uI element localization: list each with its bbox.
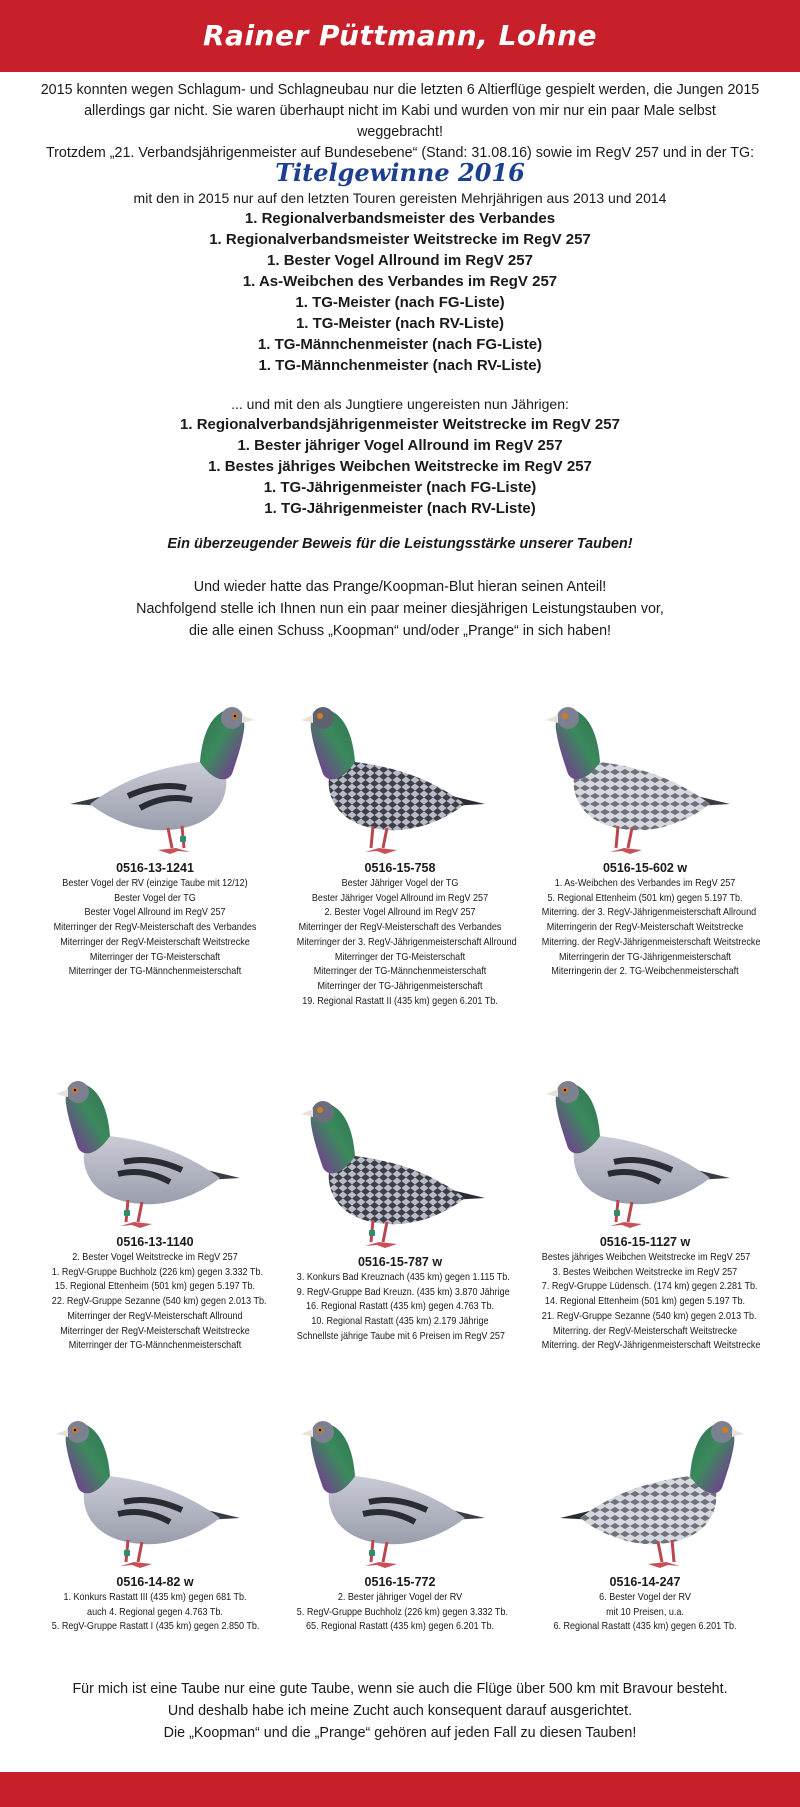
title-line: 1. TG-Meister (nach FG-Liste) bbox=[295, 294, 505, 311]
ring-number: 0516-13-1140 bbox=[116, 1235, 194, 1249]
achievement-line: 2. Bester Vogel Allround im RegV 257 bbox=[324, 906, 476, 919]
closing-line: Für mich ist eine Taube nur eine gute Taube, wenn sie auch die Flüge über 500 km mit Bravour besteht. bbox=[72, 1681, 728, 1697]
ring-number: 0516-14-247 bbox=[609, 1575, 681, 1589]
achievement-line: Miterring. der 3. RegV-Jährigenmeisterschaft Allround bbox=[541, 906, 757, 919]
title-line: 1. TG-Männchenmeister (nach RV-Liste) bbox=[258, 357, 542, 374]
achievement-line: Bester Vogel Allround im RegV 257 bbox=[84, 906, 226, 919]
titles-young-subheading: ... und mit den als Jungtiere ungereisten nun Jährigen: bbox=[231, 396, 569, 412]
ring-number: 0516-13-1241 bbox=[116, 861, 194, 875]
ring-number: 0516-15-758 bbox=[364, 861, 436, 875]
slogan: Ein überzeugender Beweis für die Leistungsstärke unserer Tauben! bbox=[167, 536, 633, 552]
intro-line: allerdings gar nicht. Sie waren überhaupt nicht im Kabi und wurden von mir nur ein paar Male selbst weggebracht! bbox=[84, 103, 716, 140]
title-line: 1. TG-Jährigenmeister (nach RV-Liste) bbox=[264, 500, 536, 517]
pigeon-card bbox=[525, 1384, 765, 1634]
pigeon-card bbox=[525, 1048, 765, 1353]
achievement-line: 1. Konkurs Rastatt III (435 km) gegen 681 Tb. bbox=[63, 1591, 247, 1603]
achievement-line: Miterring. der RegV-Meisterschaft Weitstrecke bbox=[552, 1324, 738, 1337]
closing-text bbox=[0, 1678, 800, 1744]
achievement-line: Miterringer der TG-Männchenmeisterschaft bbox=[313, 965, 487, 978]
pigeon-card bbox=[280, 1074, 520, 1344]
ring-number: 0516-15-1127 w bbox=[599, 1235, 691, 1249]
ring-number: 0516-15-772 bbox=[364, 1575, 436, 1589]
achievement-line: 2. Bester jähriger Vogel der RV bbox=[337, 1591, 463, 1603]
achievement-line: 1. RegV-Gruppe Buchholz (226 km) gegen 3.332 Tb. bbox=[51, 1265, 263, 1278]
achievement-line: Bester Vogel der TG bbox=[114, 891, 196, 904]
achievement-line: Miterringerin der 2. TG-Weibchenmeisterschaft bbox=[551, 965, 739, 978]
achievement-line: 15. Regional Ettenheim (501 km) gegen 5.197 Tb. bbox=[54, 1280, 256, 1293]
title-line: 1. As-Weibchen des Verbandes im RegV 257 bbox=[242, 273, 558, 290]
title-line: 1. Regionalverbandsjährigenmeister Weitstrecke im RegV 257 bbox=[180, 416, 620, 433]
intro-line: 2015 konnten wegen Schlagum- und Schlagneubau nur die letzten 6 Altierflüge gespielt werden, die Jungen 2015 bbox=[40, 82, 760, 98]
pigeon-card bbox=[35, 1384, 275, 1634]
title-line: 1. TG-Meister (nach RV-Liste) bbox=[295, 315, 505, 332]
pigeon-image bbox=[295, 696, 505, 860]
page-title: Rainer Püttmann, Lohne bbox=[202, 19, 598, 52]
title-line: 1. Bester Vogel Allround im RegV 257 bbox=[267, 252, 533, 269]
achievement-line: Bester Jähriger Vogel Allround im RegV 257 bbox=[311, 891, 489, 904]
achievement-line: Miterringer der TG-Meisterschaft bbox=[334, 950, 466, 963]
achievement-line: Miterringer der TG-Jährigenmeisterschaft bbox=[317, 979, 483, 992]
pigeon-image bbox=[295, 1384, 505, 1574]
achievement-line: Miterringer der RegV-Meisterschaft des Verbandes bbox=[53, 921, 257, 934]
achievement-line: Miterringer der 3. RegV-Jährigenmeisterschaft Allround bbox=[296, 935, 517, 948]
achievement-line: Bester Vogel der RV (einzige Taube mit 12/12) bbox=[62, 877, 248, 889]
achievement-line: 10. Regional Rastatt (435 km) 2.179 Jährige bbox=[311, 1315, 489, 1328]
achievement-line: Miterringer der TG-Meisterschaft bbox=[89, 950, 221, 963]
achievement-line: Miterring. der RegV-Jährigenmeisterschaft Weitstrecke bbox=[541, 1339, 761, 1352]
achievement-line: 19. Regional Rastatt II (435 km) gegen 6.201 Tb. bbox=[302, 994, 498, 1007]
titles-old-block bbox=[0, 188, 800, 376]
achievement-line: 21. RegV-Gruppe Sezanne (540 km) gegen 2.013 Tb. bbox=[541, 1309, 757, 1322]
achievement-line: Miterring. der RegV-Jährigenmeisterschaft Weitstrecke bbox=[541, 935, 761, 948]
ring-number: 0516-15-602 w bbox=[602, 861, 688, 875]
achievement-line: 14. Regional Ettenheim (501 km) gegen 5.197 Tb. bbox=[544, 1295, 746, 1308]
achievement-line: 22. RegV-Gruppe Sezanne (540 km) gegen 2.013 Tb. bbox=[51, 1295, 267, 1308]
achievement-line: Miterringer der TG-Männchenmeisterschaft bbox=[68, 965, 242, 978]
achievement-line: Schnellste jährige Taube mit 6 Preisen im RegV 257 bbox=[296, 1329, 505, 1342]
achievement-line: 16. Regional Rastatt (435 km) gegen 4.763 Tb. bbox=[305, 1300, 495, 1313]
achievement-line: 65. Regional Rastatt (435 km) gegen 6.201 Tb. bbox=[305, 1620, 495, 1633]
pigeon-image bbox=[50, 696, 260, 860]
achievement-line: Miterringer der RegV-Meisterschaft Allround bbox=[67, 1309, 243, 1322]
achievement-line: 5. RegV-Gruppe Rastatt I (435 km) gegen 2.850 Tb. bbox=[51, 1620, 260, 1633]
achievement-line: 5. Regional Ettenheim (501 km) gegen 5.197 Tb. bbox=[547, 891, 743, 904]
pigeon-image bbox=[295, 1074, 505, 1254]
title-line: 1. TG-Jährigenmeister (nach FG-Liste) bbox=[263, 479, 537, 496]
pigeon-image bbox=[540, 696, 750, 860]
blood-lines-line: Nachfolgend stelle ich Ihnen nun ein paar meiner diesjährigen Leistungstauben vor, bbox=[136, 601, 664, 617]
ring-number: 0516-15-787 w bbox=[357, 1255, 443, 1269]
achievement-line: 5. RegV-Gruppe Buchholz (226 km) gegen 3.332 Tb. bbox=[296, 1605, 508, 1618]
achievement-line: Miterringerin der TG-Jährigenmeisterschaft bbox=[559, 950, 731, 963]
pigeon-image bbox=[50, 1384, 260, 1574]
achievement-line: Miterringer der RegV-Meisterschaft Weitstrecke bbox=[60, 935, 250, 948]
achievement-line: mit 10 Preisen, u.a. bbox=[606, 1605, 684, 1618]
footer-bar bbox=[0, 1772, 800, 1807]
closing-line: Die „Koopman“ und die „Prange“ gehören auf jeden Fall zu diesen Tauben! bbox=[163, 1725, 637, 1741]
titles-young-block bbox=[0, 394, 800, 519]
titles-old-subheading: mit den in 2015 nur auf den letzten Touren gereisten Mehrjährigen aus 2013 und 2014 bbox=[133, 190, 667, 206]
pigeon-image bbox=[540, 1384, 750, 1574]
achievement-line: Bestes jähriges Weibchen Weitstrecke im RegV 257 bbox=[541, 1251, 751, 1263]
pigeon-card bbox=[280, 1384, 520, 1634]
pigeon-card bbox=[525, 696, 765, 979]
achievement-line: auch 4. Regional gegen 4.763 Tb. bbox=[87, 1605, 223, 1618]
pigeon-card bbox=[35, 696, 275, 979]
intro-line: Trotzdem „21. Verbandsjährigenmeister auf Bundesebene“ (Stand: 31.08.16) sowie im RegV 257 und in der TG: bbox=[45, 145, 755, 161]
pigeon-card bbox=[35, 1048, 275, 1353]
pigeon-image bbox=[50, 1048, 260, 1234]
closing-line: Und deshalb habe ich meine Zucht auch konsequent darauf ausgerichtet. bbox=[167, 1703, 633, 1719]
achievement-line: 9. RegV-Gruppe Bad Kreuzn. (435 km) 3.870 Jährige bbox=[296, 1285, 510, 1298]
blood-lines-line: Und wieder hatte das Prange/Koopman-Blut hieran seinen Anteil! bbox=[193, 579, 607, 595]
achievement-line: 6. Regional Rastatt (435 km) gegen 6.201 Tb. bbox=[553, 1620, 737, 1633]
title-line: 1. Regionalverbandsmeister Weitstrecke im RegV 257 bbox=[209, 231, 591, 248]
title-line: 1. Bester jähriger Vogel Allround im RegV 257 bbox=[237, 437, 563, 454]
intro-text bbox=[40, 80, 760, 164]
pigeon-card bbox=[280, 696, 520, 1008]
pigeon-image bbox=[540, 1048, 750, 1234]
ring-number: 0516-14-82 w bbox=[116, 1575, 194, 1589]
blood-lines-text bbox=[0, 576, 800, 642]
achievement-line: Miterringer der RegV-Meisterschaft Weitstrecke bbox=[60, 1324, 250, 1337]
achievement-line: 2. Bester Vogel Weitstrecke im RegV 257 bbox=[72, 1251, 238, 1263]
title-line: 1. TG-Männchenmeister (nach FG-Liste) bbox=[257, 336, 543, 353]
blood-lines-line: die alle einen Schuss „Koopman“ und/oder „Prange“ in sich haben! bbox=[188, 623, 612, 639]
titles-heading: Titelgewinne 2016 bbox=[275, 158, 525, 187]
achievement-line: 1. As-Weibchen des Verbandes im RegV 257 bbox=[554, 877, 736, 889]
achievement-line: Miterringerin der RegV-Meisterschaft Weitstrecke bbox=[546, 921, 744, 934]
title-line: 1. Bestes jähriges Weibchen Weitstrecke im RegV 257 bbox=[208, 458, 592, 475]
achievement-line: 6. Bester Vogel der RV bbox=[599, 1591, 691, 1603]
achievement-line: 3. Konkurs Bad Kreuznach (435 km) gegen 1.115 Tb. bbox=[296, 1271, 510, 1283]
achievement-line: 3. Bestes Weibchen Weitstrecke im RegV 257 bbox=[552, 1265, 738, 1278]
achievement-line: Miterringer der TG-Männchenmeisterschaft bbox=[68, 1339, 242, 1352]
achievement-line: Bester Jähriger Vogel der TG bbox=[341, 877, 459, 889]
header-bar bbox=[0, 0, 800, 72]
achievement-line: Miterringer der RegV-Meisterschaft des Verbandes bbox=[298, 921, 502, 934]
title-line: 1. Regionalverbandsmeister des Verbandes bbox=[244, 210, 556, 227]
achievement-line: 7. RegV-Gruppe Lüdensch. (174 km) gegen 2.281 Tb. bbox=[541, 1280, 758, 1293]
